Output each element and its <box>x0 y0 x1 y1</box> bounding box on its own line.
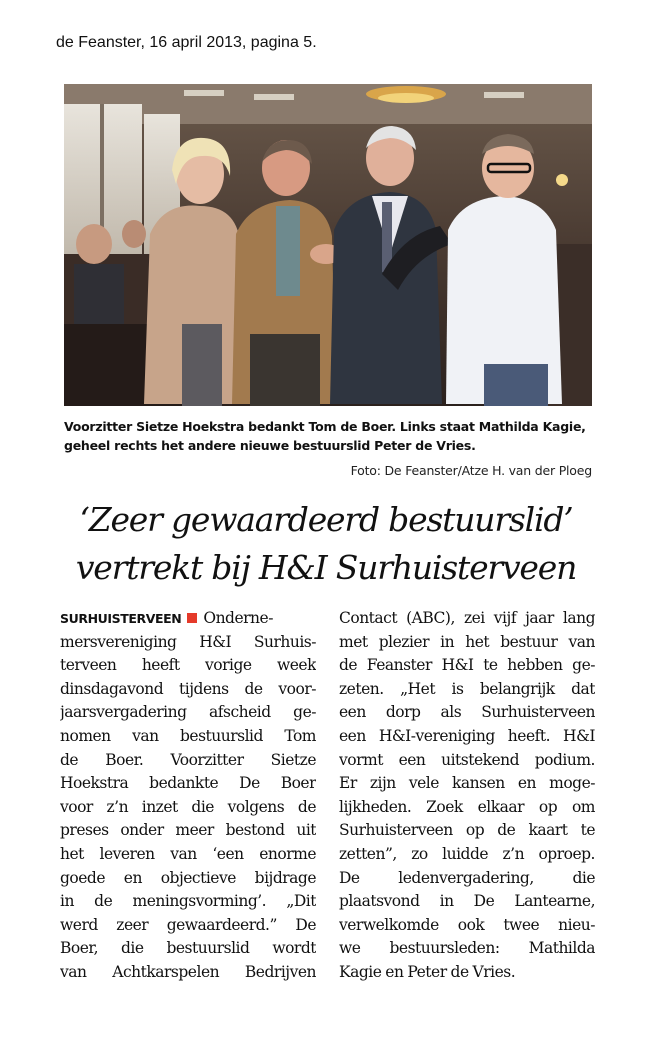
article-line: we bestuursleden: Mathilda <box>339 939 595 958</box>
headline-line-2: vertrekt bij H&I Surhuisterveen <box>75 548 577 587</box>
caption-line-1: Voorzitter Sietze Hoekstra bedankt Tom de Boer. Links staat Mathilda Kagie, <box>64 419 586 434</box>
article-line: zeten. „Het is belangrijk dat <box>339 679 595 698</box>
article-line: Hoekstra bedankte De Boer <box>60 774 316 793</box>
article-line: lijkheden. Zoek elkaar op om <box>339 797 595 816</box>
article-line: van Achtkarspelen Bedrijven <box>60 962 316 981</box>
article-line: Er zijn vele kansen en moge- <box>339 774 595 793</box>
article-line: preses onder meer bestond uit <box>60 821 316 840</box>
article-line: de Feanster H&I te hebben ge- <box>339 656 595 675</box>
article-line: een dorp als Surhuisterveen <box>339 703 595 722</box>
article-line: jaarsvergadering afscheid ge- <box>60 703 316 722</box>
photo-caption <box>64 417 592 455</box>
article-first-line <box>60 607 316 631</box>
article-line: de Boer. Voorzitter Sietze <box>60 750 316 769</box>
article-line: met plezier in het bestuur van <box>339 632 595 651</box>
article-line: zetten”, zo luidde z’n oproep. <box>339 844 595 863</box>
article-line: werd zeer gewaardeerd.” De <box>60 915 316 934</box>
dateline: SURHUISTERVEEN <box>60 611 182 626</box>
article-column-left <box>60 607 316 985</box>
article-column-right <box>339 607 595 985</box>
headline-line-1: ‘Zeer gewaardeerd bestuurslid’ <box>79 500 573 539</box>
caption-line-2: geheel rechts het andere nieuwe bestuurslid Peter de Vries. <box>64 438 476 453</box>
article-line: Surhuisterveen op de kaart te <box>339 821 595 840</box>
article-line: terveen heeft vorige week <box>60 656 316 675</box>
article-line: Onderne- <box>203 609 273 627</box>
article-line: nomen van bestuurslid Tom <box>60 726 316 745</box>
article-line: Boer, die bestuurslid wordt <box>60 939 316 958</box>
headline <box>56 496 596 592</box>
photo-credit: Foto: De Feanster/Atze H. van der Ploeg <box>350 463 592 478</box>
source-line: de Feanster, 16 april 2013, pagina 5. <box>56 34 317 51</box>
article-line: een H&I-vereniging heeft. H&I <box>339 726 595 745</box>
article-line: vormt een uitstekend podium. <box>339 750 595 769</box>
article-line: voor z’n inzet die volgens de <box>60 797 316 816</box>
red-square-icon <box>187 613 197 623</box>
article-line: verwelkomde ook twee nieu- <box>339 915 595 934</box>
article-line: plaatsvond in De Lantearne, <box>339 892 595 911</box>
article-line: Kagie en Peter de Vries. <box>339 962 516 981</box>
article-line: dinsdagavond tijdens de voor- <box>60 679 316 698</box>
article-line: goede en objectieve bijdrage <box>60 868 316 887</box>
article-line: mersvereniging H&I Surhuis- <box>60 632 316 651</box>
article-line: het leveren van ‘een enorme <box>60 844 316 863</box>
article-line: in de meningsvorming’. „Dit <box>60 892 316 911</box>
article-line: Contact (ABC), zei vijf jaar lang <box>339 609 595 627</box>
article-line: De ledenvergadering, die <box>339 868 595 887</box>
group-photo-icon <box>64 84 592 406</box>
